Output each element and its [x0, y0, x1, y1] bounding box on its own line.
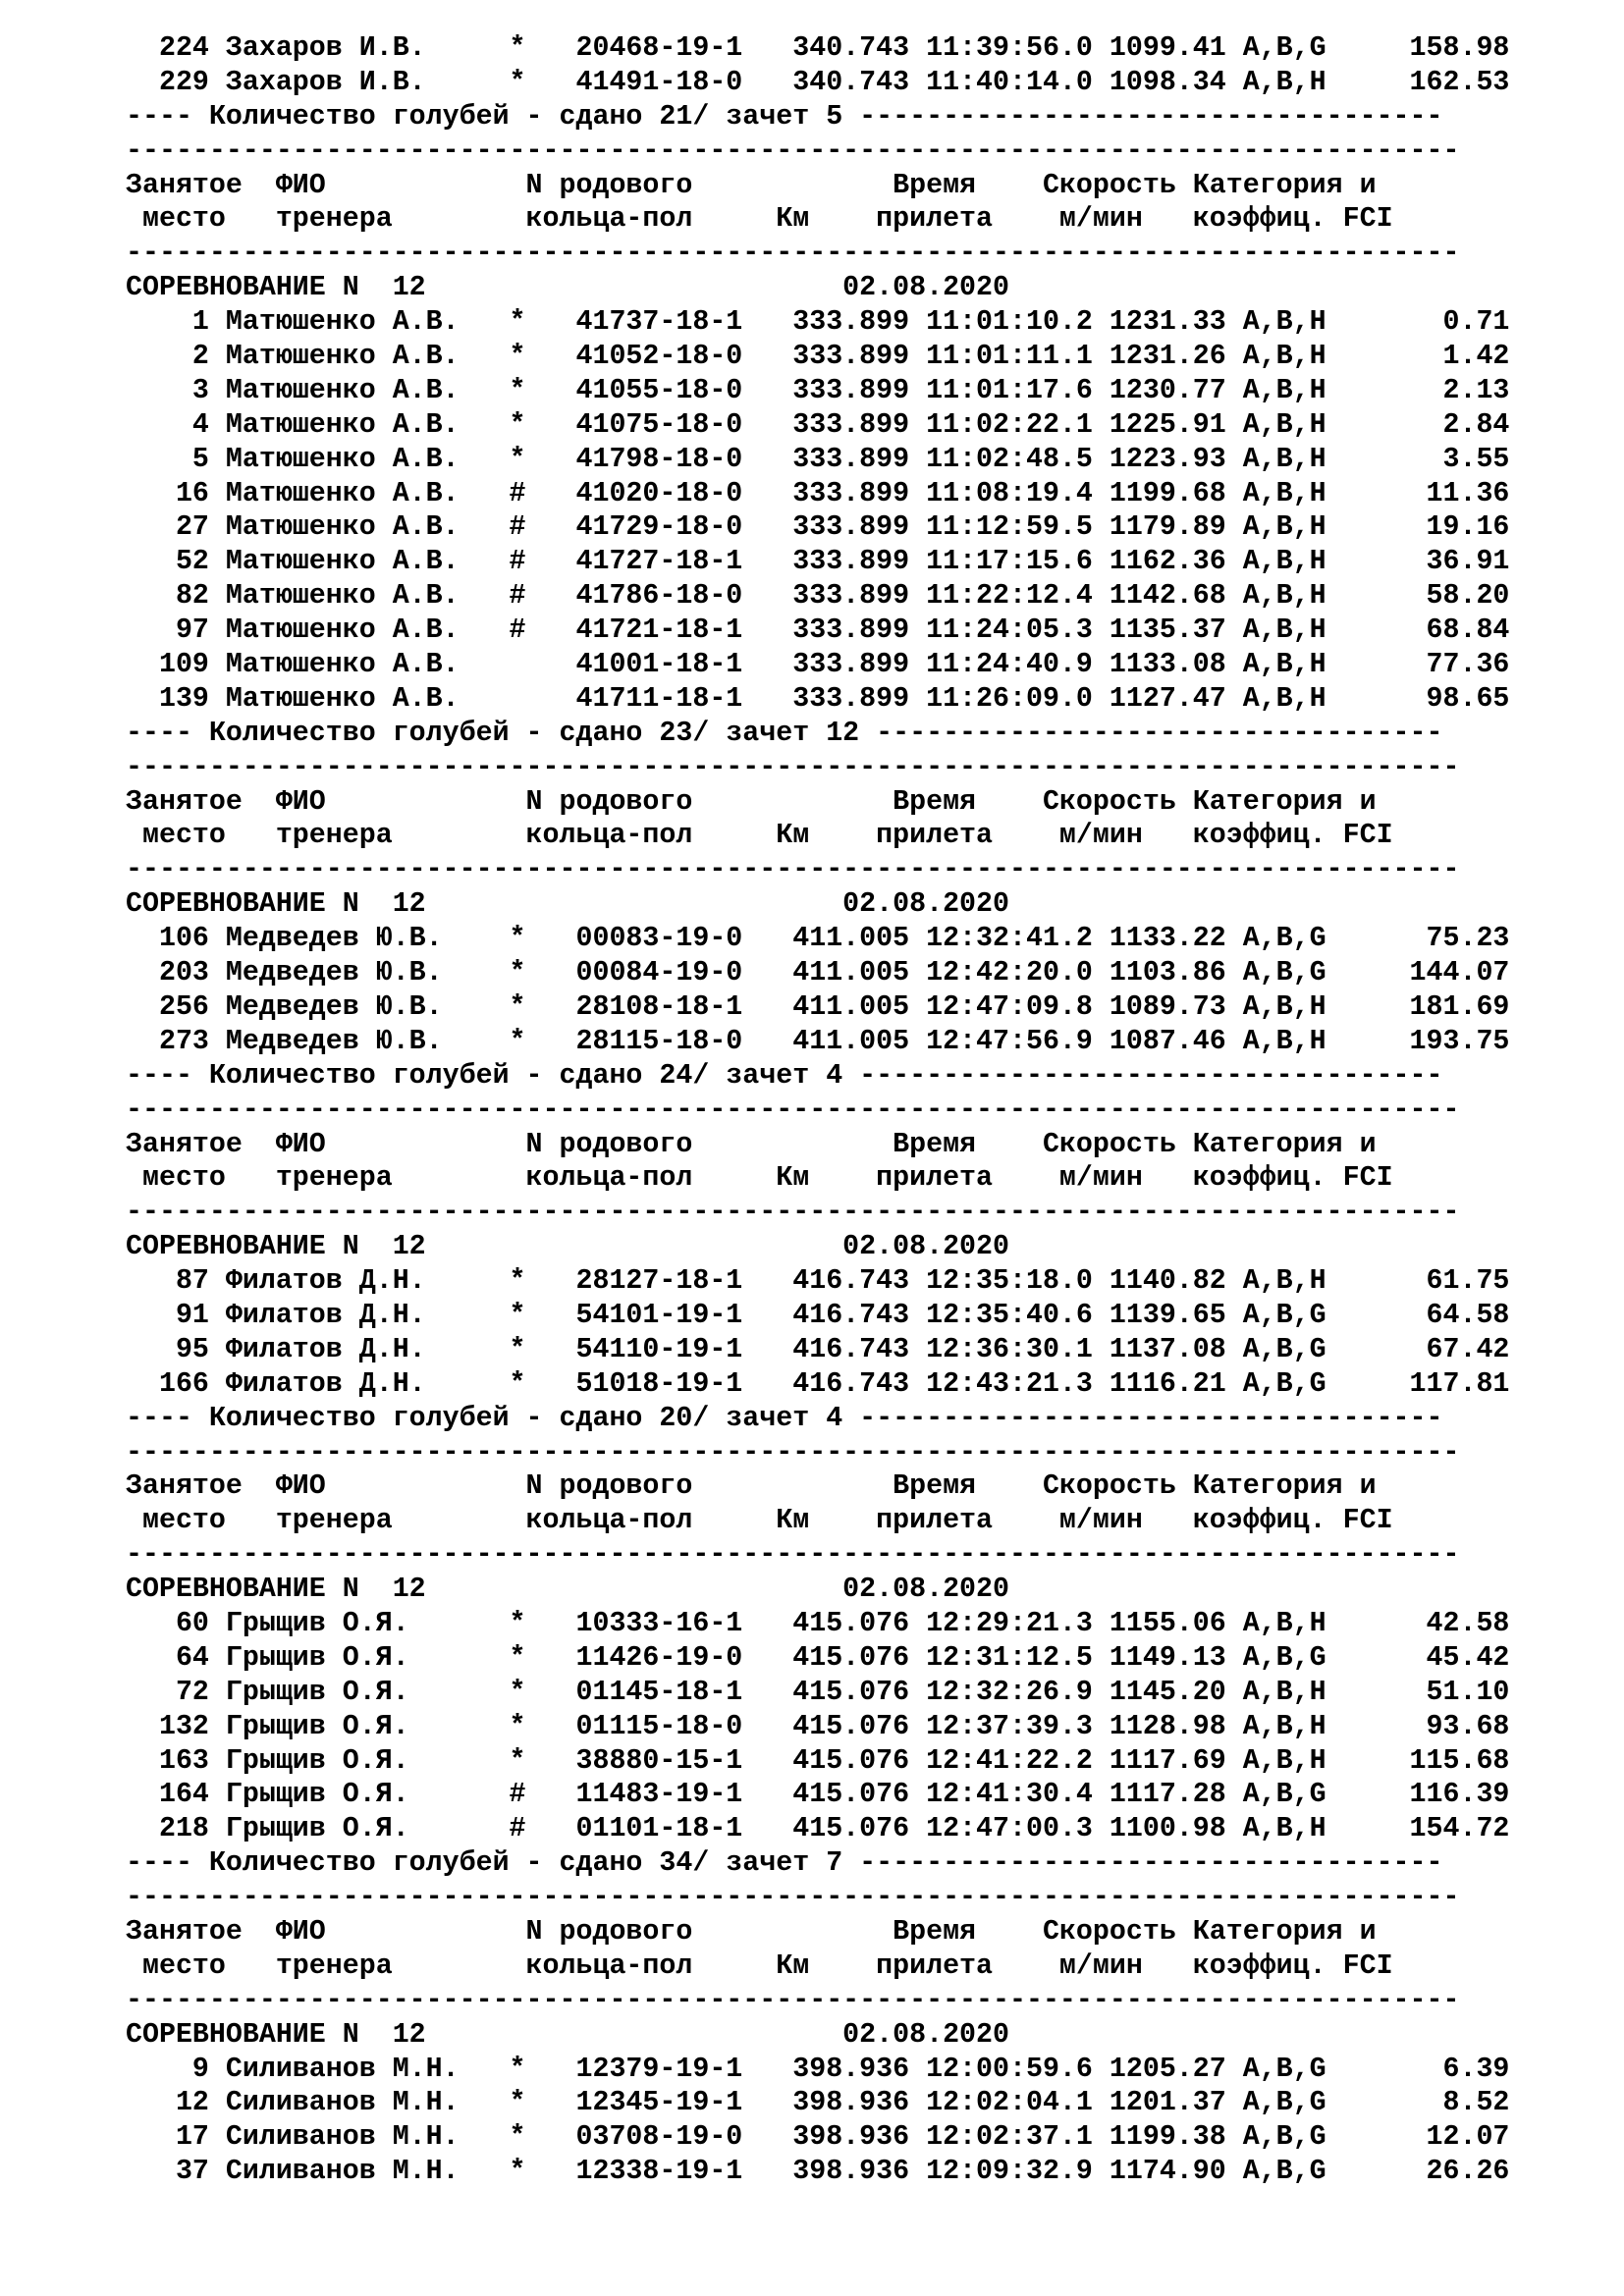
column-header: место тренера кольца-пол Км прилета м/мин коэффиц. FCI: [126, 1949, 1393, 1982]
column-header: Занятое ФИО N родового Время Скорость Категория и: [126, 1470, 1377, 1503]
separator-line: --------------------------------------------------------------------------------: [126, 1539, 1460, 1572]
result-row: 224 Захаров И.В. * 20468-19-1 340.743 11:39:56.0 1099.41 A,B,G 158.98: [126, 32, 1510, 64]
result-row: 72 Грыщив О.Я. * 01145-18-1 415.076 12:32:26.9 1145.20 A,B,H 51.10: [126, 1676, 1510, 1708]
result-row: 97 Матюшенко А.В. # 41721-18-1 333.899 11:24:05.3 1135.37 A,B,H 68.84: [126, 614, 1510, 647]
result-row: 3 Матюшенко А.В. * 41055-18-0 333.899 11:01:17.6 1230.77 A,B,H 2.13: [126, 374, 1510, 406]
result-row: 2 Матюшенко А.В. * 41052-18-0 333.899 11:01:11.1 1231.26 A,B,H 1.42: [126, 341, 1510, 373]
result-row: 4 Матюшенко А.В. * 41075-18-0 333.899 11:02:22.1 1225.91 A,B,H 2.84: [126, 408, 1510, 441]
competition-header: СОРЕВНОВАНИЕ N 12 02.08.2020: [126, 1231, 1009, 1263]
result-row: 109 Матюшенко А.В. 41001-18-1 333.899 11:24:40.9 1133.08 A,B,H 77.36: [126, 649, 1510, 681]
separator-line: --------------------------------------------------------------------------------: [126, 134, 1460, 167]
competition-header: СОРЕВНОВАНИЕ N 12 02.08.2020: [126, 1574, 1009, 1606]
results-report: [126, 31, 1509, 2189]
column-header: место тренера кольца-пол Км прилета м/мин коэффиц. FCI: [126, 203, 1393, 236]
summary-line: ---- Количество голубей - сдано 20/ зачет 4 -----------------------------------: [126, 1402, 1443, 1434]
column-header: Занятое ФИО N родового Время Скорость Категория и: [126, 169, 1377, 201]
result-row: 132 Грыщив О.Я. * 01115-18-0 415.076 12:37:39.3 1128.98 A,B,H 93.68: [126, 1710, 1510, 1742]
result-row: 1 Матюшенко А.В. * 41737-18-1 333.899 11:01:10.2 1231.33 A,B,H 0.71: [126, 306, 1510, 339]
result-row: 60 Грыщив О.Я. * 10333-16-1 415.076 12:29:21.3 1155.06 A,B,H 42.58: [126, 1607, 1510, 1639]
result-row: 139 Матюшенко А.В. 41711-18-1 333.899 11:26:09.0 1127.47 A,B,H 98.65: [126, 682, 1510, 715]
separator-line: --------------------------------------------------------------------------------: [126, 238, 1460, 270]
separator-line: --------------------------------------------------------------------------------: [126, 1436, 1460, 1468]
result-row: 106 Медведев Ю.В. * 00083-19-0 411.005 12:32:41.2 1133.22 A,B,G 75.23: [126, 923, 1510, 955]
summary-line: ---- Количество голубей - сдано 21/ зачет 5 -----------------------------------: [126, 100, 1443, 133]
column-header: Занятое ФИО N родового Время Скорость Категория и: [126, 785, 1377, 818]
summary-line: ---- Количество голубей - сдано 23/ зачет 12 ----------------------------------: [126, 717, 1443, 749]
result-row: 64 Грыщив О.Я. * 11426-19-0 415.076 12:31:12.5 1149.13 A,B,G 45.42: [126, 1641, 1510, 1674]
separator-line: --------------------------------------------------------------------------------: [126, 854, 1460, 886]
result-row: 164 Грыщив О.Я. # 11483-19-1 415.076 12:41:30.4 1117.28 A,B,G 116.39: [126, 1779, 1510, 1811]
result-row: 273 Медведев Ю.В. * 28115-18-0 411.005 12:47:56.9 1087.46 A,B,H 193.75: [126, 1025, 1510, 1057]
result-row: 229 Захаров И.В. * 41491-18-0 340.743 11:40:14.0 1098.34 A,B,H 162.53: [126, 66, 1510, 98]
result-row: 5 Матюшенко А.В. * 41798-18-0 333.899 11:02:48.5 1223.93 A,B,H 3.55: [126, 443, 1510, 475]
separator-line: --------------------------------------------------------------------------------: [126, 1882, 1460, 1914]
result-row: 203 Медведев Ю.В. * 00084-19-0 411.005 12:42:20.0 1103.86 A,B,G 144.07: [126, 957, 1510, 989]
result-row: 166 Филатов Д.Н. * 51018-19-1 416.743 12:43:21.3 1116.21 A,B,G 117.81: [126, 1367, 1510, 1400]
result-row: 12 Силиванов М.Н. * 12345-19-1 398.936 12:02:04.1 1201.37 A,B,G 8.52: [126, 2087, 1510, 2119]
summary-line: ---- Количество голубей - сдано 24/ зачет 4 -----------------------------------: [126, 1059, 1443, 1092]
result-row: 9 Силиванов М.Н. * 12379-19-1 398.936 12:00:59.6 1205.27 A,B,G 6.39: [126, 2053, 1510, 2085]
competition-header: СОРЕВНОВАНИЕ N 12 02.08.2020: [126, 2018, 1009, 2051]
result-row: 95 Филатов Д.Н. * 54110-19-1 416.743 12:36:30.1 1137.08 A,B,G 67.42: [126, 1333, 1510, 1365]
competition-header: СОРЕВНОВАНИЕ N 12 02.08.2020: [126, 888, 1009, 921]
result-row: 87 Филатов Д.Н. * 28127-18-1 416.743 12:35:18.0 1140.82 A,B,H 61.75: [126, 1265, 1510, 1298]
column-header: место тренера кольца-пол Км прилета м/мин коэффиц. FCI: [126, 820, 1393, 852]
result-row: 16 Матюшенко А.В. # 41020-18-0 333.899 11:08:19.4 1199.68 A,B,H 11.36: [126, 477, 1510, 509]
column-header: Занятое ФИО N родового Время Скорость Категория и: [126, 1915, 1377, 1948]
result-row: 91 Филатов Д.Н. * 54101-19-1 416.743 12:35:40.6 1139.65 A,B,G 64.58: [126, 1299, 1510, 1331]
result-row: 82 Матюшенко А.В. # 41786-18-0 333.899 11:22:12.4 1142.68 A,B,H 58.20: [126, 580, 1510, 613]
competition-header: СОРЕВНОВАНИЕ N 12 02.08.2020: [126, 272, 1009, 304]
result-row: 256 Медведев Ю.В. * 28108-18-1 411.005 12:47:09.8 1089.73 A,B,H 181.69: [126, 990, 1510, 1023]
separator-line: --------------------------------------------------------------------------------: [126, 1197, 1460, 1229]
result-row: 37 Силиванов М.Н. * 12338-19-1 398.936 12:09:32.9 1174.90 A,B,G 26.26: [126, 2156, 1510, 2188]
result-row: 52 Матюшенко А.В. # 41727-18-1 333.899 11:17:15.6 1162.36 A,B,H 36.91: [126, 546, 1510, 578]
result-row: 163 Грыщив О.Я. * 38880-15-1 415.076 12:41:22.2 1117.69 A,B,H 115.68: [126, 1744, 1510, 1777]
result-row: 218 Грыщив О.Я. # 01101-18-1 415.076 12:47:00.3 1100.98 A,B,H 154.72: [126, 1813, 1510, 1845]
column-header: место тренера кольца-пол Км прилета м/мин коэффиц. FCI: [126, 1162, 1393, 1195]
separator-line: --------------------------------------------------------------------------------: [126, 751, 1460, 783]
column-header: Занятое ФИО N родового Время Скорость Категория и: [126, 1128, 1377, 1160]
summary-line: ---- Количество голубей - сдано 34/ зачет 7 -----------------------------------: [126, 1847, 1443, 1880]
separator-line: --------------------------------------------------------------------------------: [126, 1094, 1460, 1126]
separator-line: --------------------------------------------------------------------------------: [126, 1984, 1460, 2016]
result-row: 17 Силиванов М.Н. * 03708-19-0 398.936 12:02:37.1 1199.38 A,B,G 12.07: [126, 2121, 1510, 2154]
column-header: место тренера кольца-пол Км прилета м/мин коэффиц. FCI: [126, 1505, 1393, 1537]
result-row: 27 Матюшенко А.В. # 41729-18-0 333.899 11:12:59.5 1179.89 A,B,H 19.16: [126, 511, 1510, 544]
